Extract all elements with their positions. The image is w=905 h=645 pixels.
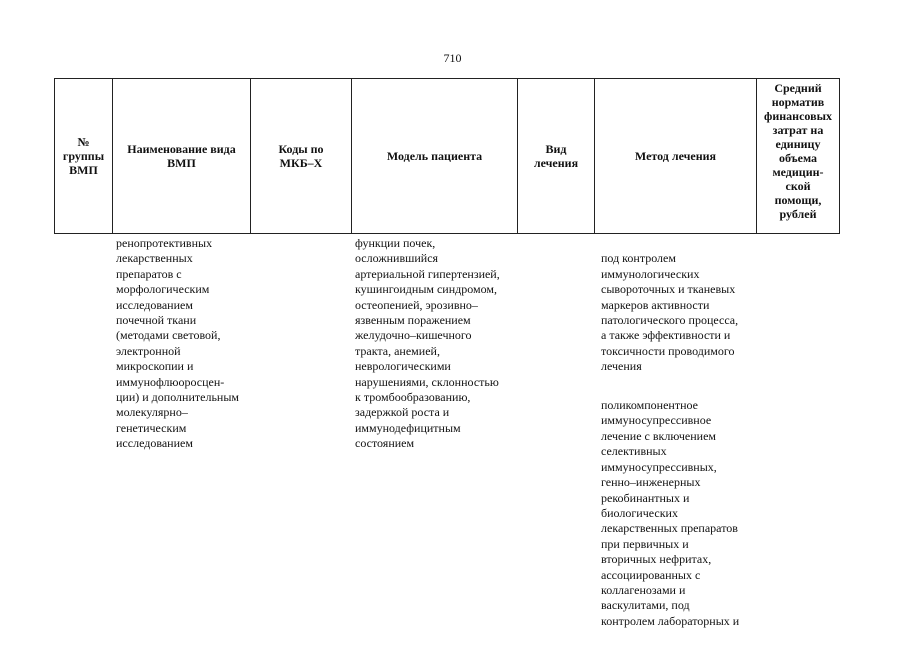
vmp-name-text: ренопротективных лекарственных препаратов с морфологическим исследованием почечной ткани (методами световой, электронной микроскопии и иммунофлюоросцен- ции) и дополнительным молекулярно– генетическим исследованием (116, 236, 239, 451)
header-vmp-name: Наименование вида ВМП (113, 79, 251, 234)
table-header (54, 78, 840, 234)
treatment-method-column (601, 236, 739, 645)
header-average-cost: Средний норматив финансовых затрат на единицу объема медицин- ской помощи, рублей (757, 79, 840, 234)
header-treatment-method: Метод лечения (595, 79, 757, 234)
patient-model-text: функции почек, осложнившийся артериальной гипертензией, кушингоидным синдромом, остеопенией, эрозивно– язвенным поражением желудочно–кишечного тракта, анемией, неврологическими нарушениями, склонностью к тромбообразованию, задержкой роста и иммунодефицитным состоянием (355, 236, 500, 451)
treatment-method-text-2: поликомпонентное иммуносупрессивное лечение с включением селективных иммуносупрессивных, генно–инженерных рекобинантных и биологических лекарственных препаратов при первичных и вторичных нефритах, ассоциированных с коллагенозами и васкулитами, под контролем лабораторных и (601, 398, 740, 628)
header-icd-codes: Коды по МКБ–Х (251, 79, 352, 234)
header-patient-model: Модель пациента (352, 79, 518, 234)
header-group-number: № группы ВМП (55, 79, 113, 234)
page-number: 710 (443, 51, 462, 65)
header-treatment-type: Вид лечения (518, 79, 595, 234)
treatment-method-text-1: под контролем иммунологических сывороточных и тканевых маркеров активности патологического процесса, а также эффективности и токсичности проводимого лечения (601, 251, 739, 374)
